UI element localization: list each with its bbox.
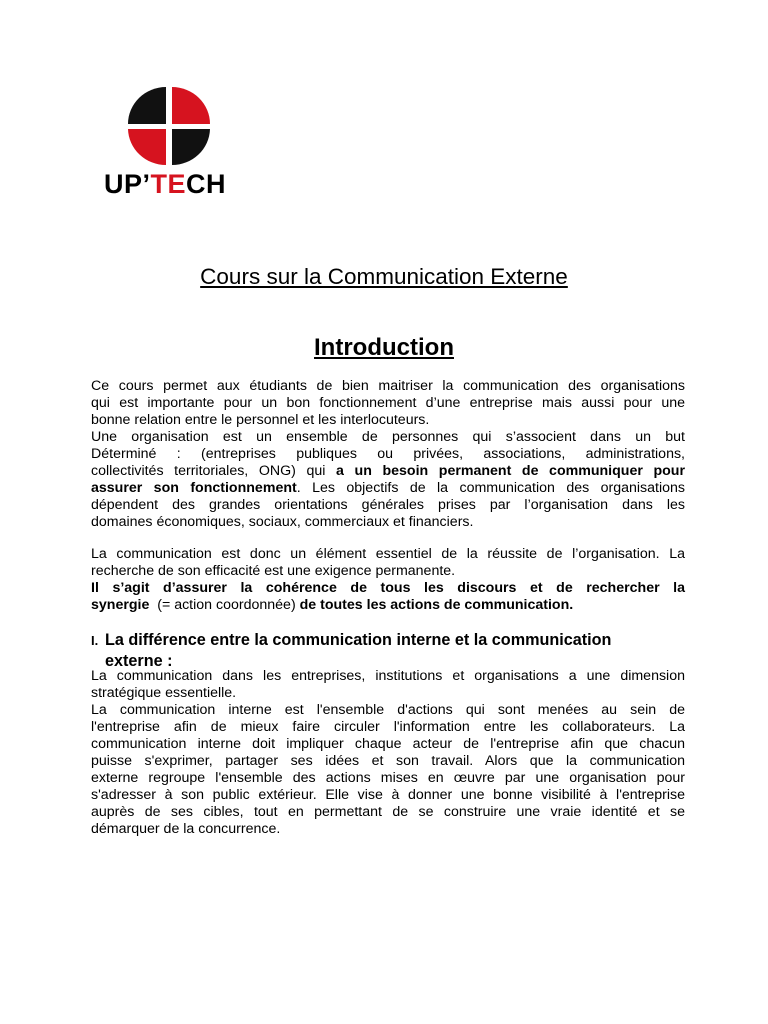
text-line: recherche de son efficacité est une exigence permanente. (91, 563, 456, 579)
text-line: qui est importante pour un bon fonctionnement d’une entreprise mais aussi pour une (91, 395, 685, 411)
text-line: externe regroupe l'ensemble des actions mises en œuvre par une organisation pour (91, 770, 685, 786)
text-line: stratégique essentielle. (91, 685, 237, 701)
text-line: Il s’agit d’assurer la cohérence de tous les discours et de rechercher la (91, 580, 685, 596)
intro-text (91, 378, 685, 531)
logo-wordmark: UP’TECH (104, 169, 227, 199)
text-line: communication interne doit impliquer chaque acteur de l'entreprise afin que chacun (91, 736, 685, 752)
text-line: bonne relation entre le personnel et les interlocuteurs. (91, 412, 430, 428)
text-line: Une organisation est un ensemble de personnes qui s’associent dans un but (91, 429, 685, 445)
section-1-heading: I. La différence entre la communication interne et la communication externe : (91, 631, 612, 670)
text-line: auprès de ses cibles, tout en permettant de se construire une vraie identité et se (91, 804, 685, 820)
document-title: Cours sur la Communication Externe (200, 264, 568, 289)
text-line: dépendent des grandes orientations générales prises par l’organisation dans les (91, 497, 685, 513)
logo-circle-icon (126, 86, 212, 166)
paragraph-efficacite (91, 546, 685, 614)
intro-heading: Introduction (314, 334, 454, 361)
text-line: La communication dans les entreprises, institutions et organisations a une dimension (91, 668, 685, 684)
text-line: l'entreprise afin de mieux faire circuler l'information entre les collaborateurs. La (91, 719, 685, 735)
text-line: Déterminé : (entreprises publiques ou privées, associations, administrations, (91, 446, 685, 462)
text-line: démarquer de la concurrence. (91, 821, 281, 837)
text-line: collectivités territoriales, ONG) qui a un besoin permanent de communiquer pour (91, 463, 685, 479)
text-line: La communication interne est l'ensemble d'actions qui sont menées au sein de (91, 702, 685, 718)
uptech-logo (104, 86, 244, 198)
text-line: synergie (= action coordonnée) de toutes les actions de communication. (91, 597, 574, 613)
text-line: puisse s'exprimer, partager ses idées et son travail. Alors que la communication (91, 753, 685, 769)
text-line: assurer son fonctionnement. Les objectifs de la communication des organisations (91, 480, 685, 496)
text-line: La communication est donc un élément essentiel de la réussite de l’organisation. La (91, 546, 685, 562)
text-line: s'adresser à son public extérieur. Elle vise à donner une bonne visibilité à l'entreprise (91, 787, 685, 803)
section-1-text (91, 668, 685, 838)
text-line: Ce cours permet aux étudiants de bien maitriser la communication des organisations (91, 378, 685, 394)
text-line: domaines économiques, sociaux, commerciaux et financiers. (91, 514, 474, 530)
section-number: I. (91, 633, 99, 648)
